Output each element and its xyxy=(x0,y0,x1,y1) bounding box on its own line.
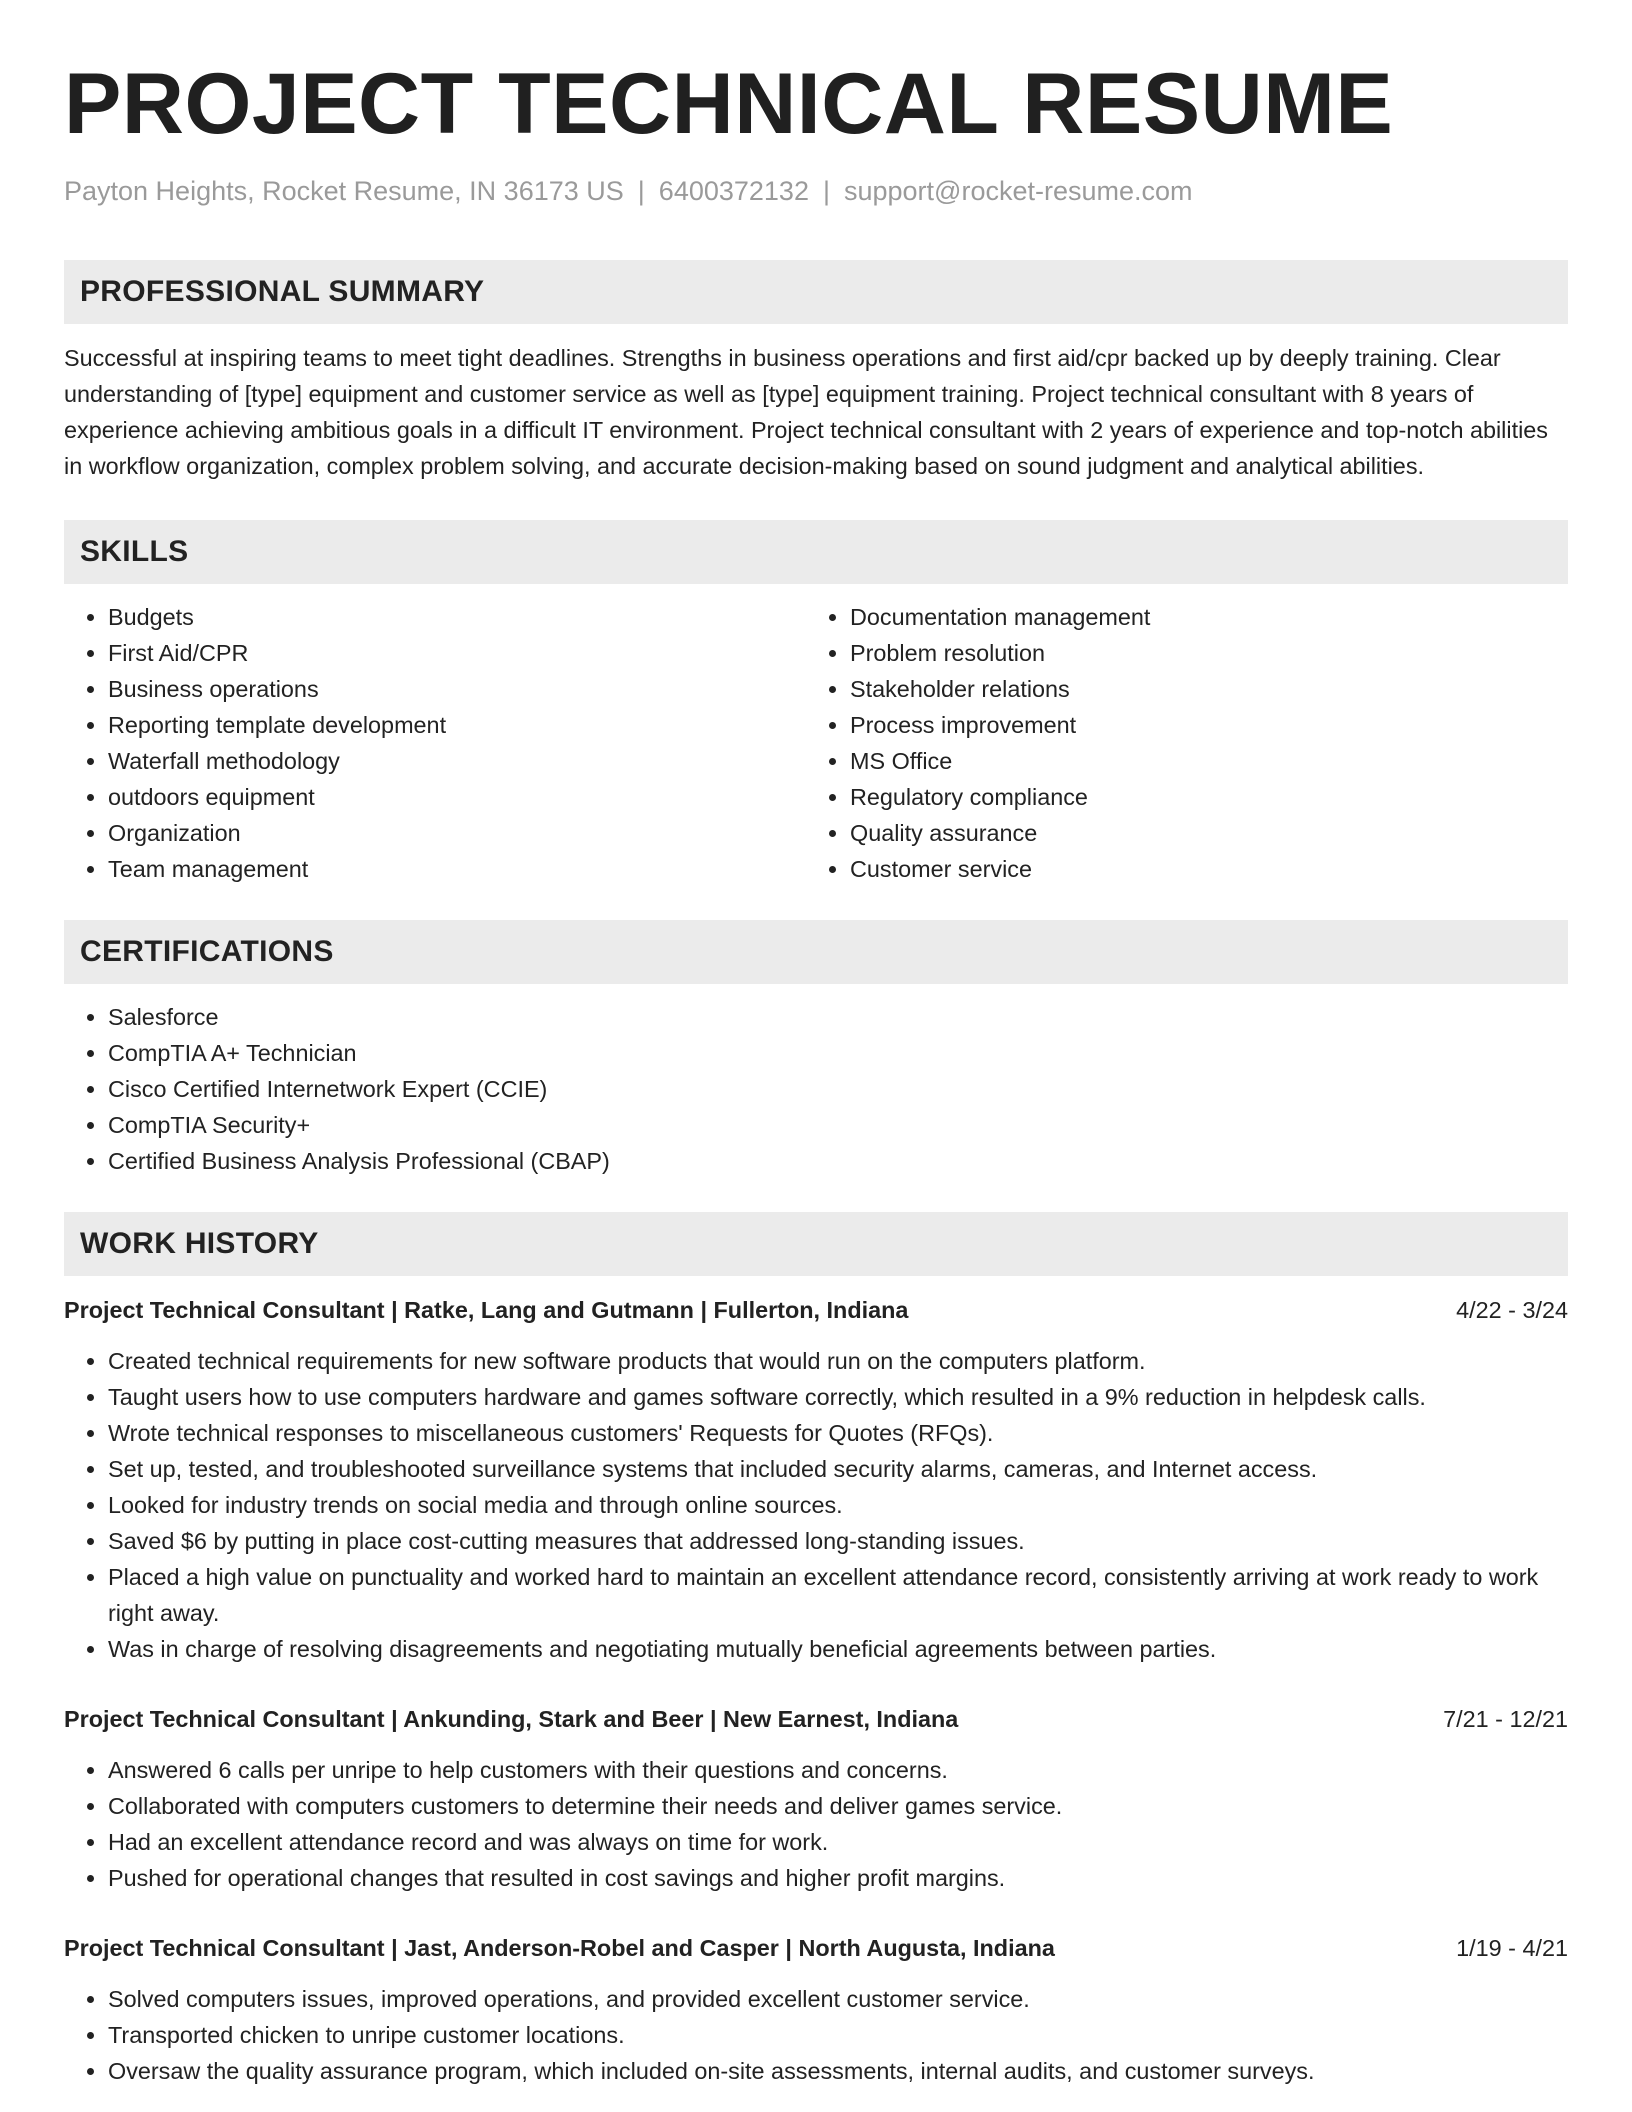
summary-text: Successful at inspiring teams to meet tight deadlines. Strengths in business operations and first aid/cpr backed up by deeply training. Clear understanding of [type] equipment and customer service as well as [type] equipment training. Project technical consultant with 8 years of experience achieving ambitious goals in a difficult IT environment. Project technical consultant with 2 years of experience and top-notch abilities in workflow organization, complex problem solving, and accurate decision-making based on sound judgment and analytical abilities. xyxy=(64,345,1548,479)
section-header-skills: SKILLS xyxy=(64,520,1568,584)
job-bullet: • Had an excellent attendance record and was always on time for work. xyxy=(108,1824,1568,1860)
skill-item: • First Aid/CPR xyxy=(108,635,806,671)
skill-item: • Quality assurance xyxy=(850,815,1548,851)
job-dates: 1/19 - 4/21 xyxy=(1456,1935,1568,1961)
job-dates: 4/22 - 3/24 xyxy=(1456,1297,1568,1323)
job-title: Project Technical Consultant | Jast, Anderson-Robel and Casper | North Augusta, Indiana xyxy=(64,1935,1055,1961)
section-header-certifications: CERTIFICATIONS xyxy=(64,920,1568,984)
job-bullets xyxy=(64,1752,1568,1896)
job-bullet: • Wrote technical responses to miscellaneous customers' Requests for Quotes (RFQs). xyxy=(108,1415,1568,1451)
section-header-summary: PROFESSIONAL SUMMARY xyxy=(64,260,1568,324)
skill-item: • Process improvement xyxy=(850,707,1548,743)
certification-item: • CompTIA Security+ xyxy=(108,1107,1568,1143)
contact-separator: | xyxy=(637,176,645,206)
skill-item: • outdoors equipment xyxy=(108,779,806,815)
skill-item: • Team management xyxy=(108,851,806,887)
skill-item: • Waterfall methodology xyxy=(108,743,806,779)
certification-item: • Cisco Certified Internetwork Expert (CCIE) xyxy=(108,1071,1568,1107)
contact-address: Payton Heights, Rocket Resume, IN 36173 US xyxy=(64,176,624,206)
skill-item: • Budgets xyxy=(108,599,806,635)
job-bullet: • Oversaw the quality assurance program, which included on-site assessments, internal audits, and customer surveys. xyxy=(108,2053,1568,2089)
skills-column-left xyxy=(64,599,806,887)
job-bullet: • Created technical requirements for new software products that would run on the computers platform. xyxy=(108,1343,1568,1379)
skill-item: • Customer service xyxy=(850,851,1548,887)
job-bullet: • Collaborated with computers customers to determine their needs and deliver games service. xyxy=(108,1788,1568,1824)
job-bullet: • Looked for industry trends on social media and through online sources. xyxy=(108,1487,1568,1523)
contact-separator: | xyxy=(822,176,830,206)
job-heading xyxy=(64,1701,1568,1737)
certification-item: • CompTIA A+ Technician xyxy=(108,1035,1568,1071)
skill-item: • Documentation management xyxy=(850,599,1548,635)
job-entry xyxy=(64,1930,1568,2089)
skill-item: • Reporting template development xyxy=(108,707,806,743)
certification-item: • Salesforce xyxy=(108,999,1568,1035)
certification-item: • Certified Business Analysis Professional (CBAP) xyxy=(108,1143,1568,1179)
skill-item: • Regulatory compliance xyxy=(850,779,1548,815)
job-bullet: • Set up, tested, and troubleshooted surveillance systems that included security alarms, cameras, and Internet access. xyxy=(108,1451,1568,1487)
contact-line xyxy=(64,174,1568,208)
job-bullet: • Pushed for operational changes that resulted in cost savings and higher profit margins. xyxy=(108,1860,1568,1896)
skill-item: • Business operations xyxy=(108,671,806,707)
skill-item: • MS Office xyxy=(850,743,1548,779)
job-bullets xyxy=(64,1981,1568,2089)
job-bullet: • Was in charge of resolving disagreements and negotiating mutually beneficial agreements between parties. xyxy=(108,1631,1568,1667)
job-title: Project Technical Consultant | Ratke, Lang and Gutmann | Fullerton, Indiana xyxy=(64,1297,909,1323)
job-heading xyxy=(64,1292,1568,1328)
contact-phone: 6400372132 xyxy=(658,176,809,206)
job-bullet: • Placed a high value on punctuality and worked hard to maintain an excellent attendance record, consistently arriving at work ready to work right away. xyxy=(108,1559,1568,1631)
job-bullet: • Saved $6 by putting in place cost-cutting measures that addressed long-standing issues. xyxy=(108,1523,1568,1559)
resume-title: PROJECT TECHNICAL RESUME xyxy=(64,56,1394,152)
contact-email: support@rocket-resume.com xyxy=(843,176,1193,206)
job-entry xyxy=(64,1292,1568,1667)
skills-column-right xyxy=(806,599,1548,887)
job-bullet: • Taught users how to use computers hardware and games software correctly, which resulted in a 9% reduction in helpdesk calls. xyxy=(108,1379,1568,1415)
job-dates: 7/21 - 12/21 xyxy=(1443,1706,1568,1732)
skill-item: • Organization xyxy=(108,815,806,851)
skill-item: • Stakeholder relations xyxy=(850,671,1548,707)
job-bullet: • Solved computers issues, improved operations, and provided excellent customer service. xyxy=(108,1981,1568,2017)
job-bullet: • Transported chicken to unripe customer locations. xyxy=(108,2017,1568,2053)
job-bullets xyxy=(64,1343,1568,1667)
job-heading xyxy=(64,1930,1568,1966)
skills-list xyxy=(64,599,1568,887)
job-entry xyxy=(64,1701,1568,1896)
job-title: Project Technical Consultant | Ankunding, Stark and Beer | New Earnest, Indiana xyxy=(64,1706,959,1732)
skill-item: • Problem resolution xyxy=(850,635,1548,671)
certifications-list xyxy=(64,999,1568,1179)
section-header-work-history: WORK HISTORY xyxy=(64,1212,1568,1276)
job-bullet: • Answered 6 calls per unripe to help customers with their questions and concerns. xyxy=(108,1752,1568,1788)
